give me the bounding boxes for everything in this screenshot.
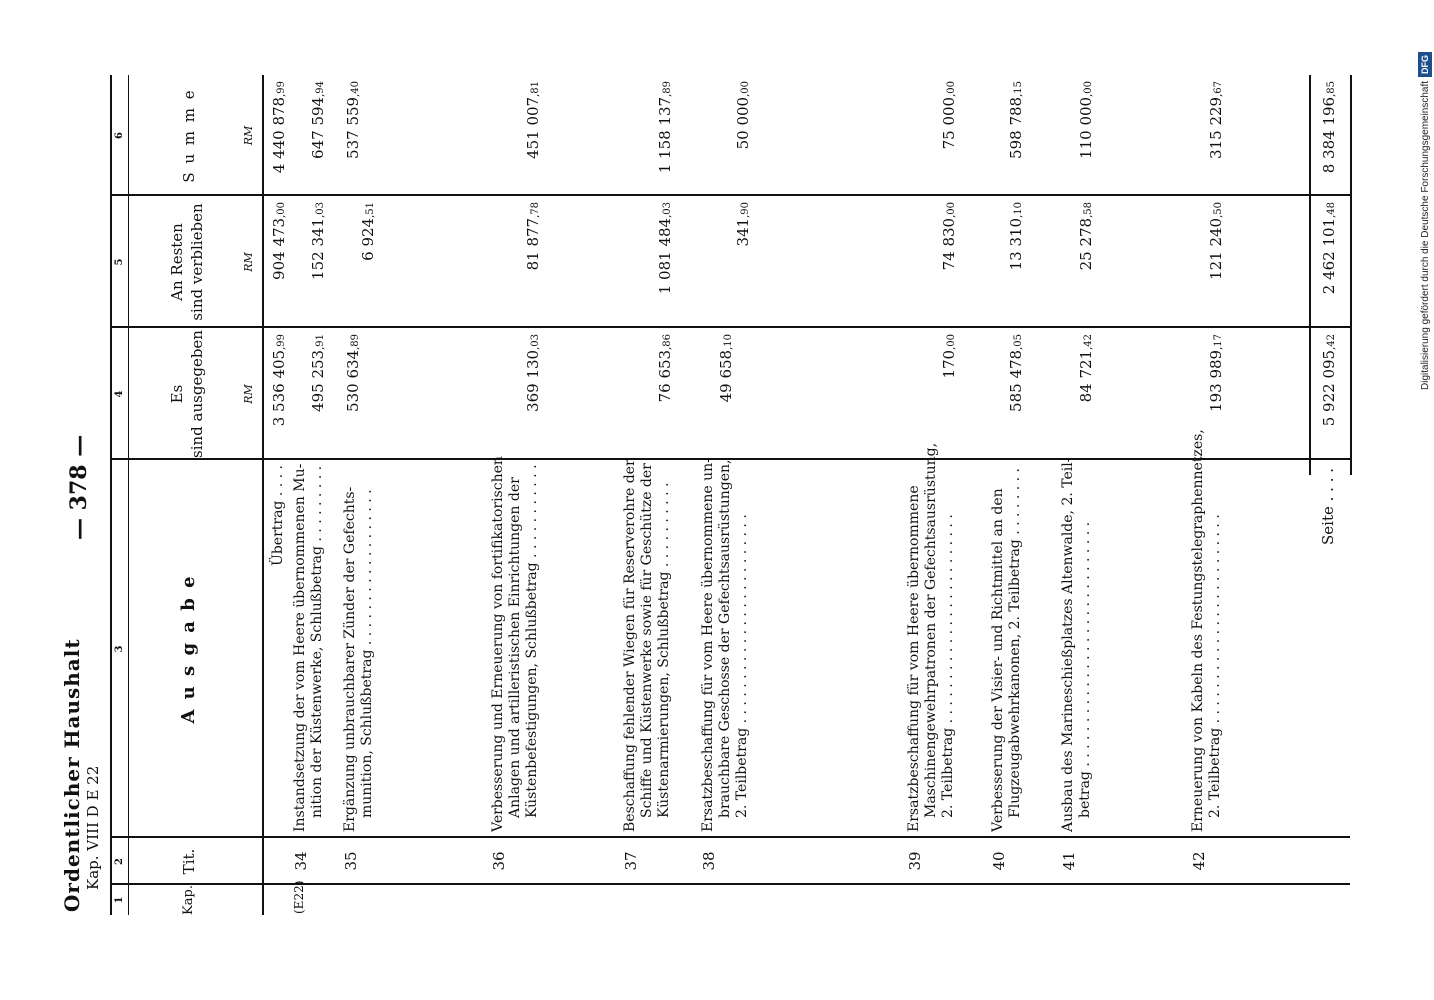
- tit-34: 34: [292, 851, 310, 871]
- header-kap: Kap.: [181, 885, 196, 915]
- row-41-col5: 25 278,58: [1077, 202, 1095, 271]
- row-41-col4: 84 721,42: [1077, 334, 1095, 403]
- total-col5: 2 462 101,48: [1320, 202, 1338, 295]
- unit-col6: RM: [242, 125, 255, 146]
- tit-39: 39: [906, 851, 924, 871]
- row-40-col5: 13 310,10: [1007, 202, 1025, 271]
- row-35-col4: 530 634,89: [344, 334, 362, 412]
- row-37-col5: 1 081 484,03: [656, 202, 674, 295]
- row-42-col5: 121 240,50: [1207, 202, 1225, 280]
- tit-38: 38: [700, 851, 718, 871]
- row-37-col4: 76 653,86: [656, 334, 674, 403]
- row-39-col6: 75 000,00: [940, 81, 958, 150]
- ubertrag-col6: 4 440 878,99: [270, 81, 288, 174]
- col-divider-5-6: [110, 194, 1350, 196]
- colnum-3: 3: [114, 645, 125, 653]
- colnum-4: 4: [114, 390, 125, 398]
- row-39-col5: 74 830,00: [940, 202, 958, 271]
- ubertrag-col4: 3 536 405,99: [270, 334, 288, 427]
- tit-37: 37: [622, 851, 640, 871]
- row-40-col6: 598 788,15: [1007, 81, 1025, 159]
- row-36-desc: Verbesserung und Erneuerung von fortifikatorischen Anlagen und artilleristischen Einrichtungen der Küstenbefestigungen, Schlußbetrag . . . . . . . . . . .: [490, 456, 540, 832]
- colnum-2: 2: [114, 858, 125, 865]
- ubertrag-col5: 904 473,00: [270, 202, 288, 280]
- row-35-col6: 537 559,40: [344, 81, 362, 159]
- digitization-note-bar: [1418, 10, 1432, 390]
- tit-41: 41: [1060, 851, 1078, 871]
- row-39-col4: 170,00: [940, 334, 958, 379]
- row-42-col4: 193 989,17: [1207, 334, 1225, 412]
- row-34-col5: 152 341,03: [309, 202, 327, 280]
- table-top-rule: [110, 75, 112, 915]
- unit-col4: RM: [242, 384, 255, 404]
- row-37-desc: Beschaffung fehlender Wiegen für Reserverohre der Schiffe und Küstenwerke sowie für Geschütze der Küstenarmierungen, Schlußbetrag . . . . . . . . . .: [622, 459, 672, 832]
- header-col5-line1: An Resten: [168, 223, 186, 301]
- row-35-col5: 6 924,51: [359, 202, 377, 261]
- chapter-reference: Kap. VIII D E 22: [84, 765, 102, 890]
- unit-col5: RM: [242, 252, 255, 272]
- total-label: Seite . . . .: [1319, 468, 1337, 545]
- tit-36: 36: [490, 851, 508, 871]
- row-40-desc: Verbesserung der Visier- und Richtmittel an den Flugzeugabwehrkanonen, 2. Teilbetrag . . . . . . . .: [990, 468, 1023, 832]
- total-col4: 5 922 095,42: [1320, 334, 1338, 427]
- colnum-6: 6: [114, 132, 125, 139]
- row-41-desc: Ausbau des Marineschießplatzes Altenwalde, 2. Teil- betrag . . . . . . . . . . . . . . . . . . . . . . . . . . . .: [1060, 457, 1093, 832]
- digitization-note: Digitalisierung gefördert durch die Deutsche ForschungsgemeinschaftDFG: [1418, 10, 1432, 390]
- row-36-col4: 369 130,03: [524, 334, 542, 412]
- row-36-col5: 81 877,78: [524, 202, 542, 271]
- dfg-logo: DFG: [1418, 52, 1432, 77]
- table-bottom-rule: [1350, 75, 1352, 475]
- row-34-col6: 647 594,94: [309, 81, 327, 159]
- total-top-rule: [1309, 75, 1311, 475]
- tit-35: 35: [342, 851, 360, 871]
- row-42-desc: Erneuerung von Kabeln des Festungstelegraphennetzes, 2. Teilbetrag . . . . . . . . . . . . . . . . . . . . . . . .: [1190, 429, 1223, 832]
- row-38-col5: 341,90: [734, 202, 752, 247]
- header-col5-line2: sind verblieben: [188, 203, 206, 321]
- row-38-col4: 49 658,10: [717, 334, 735, 403]
- header-col4-line1: Es: [168, 384, 186, 404]
- kap-value: (E22): [292, 880, 306, 914]
- section-title: Ordentlicher Haushalt: [60, 638, 84, 912]
- ubertrag-label: Übertrag . . . .: [270, 465, 286, 566]
- row-35-desc: Ergänzung unbrauchbarer Zünder der Gefechts- munition, Schlußbetrag . . . . . . . . . . . . . . . . . .: [342, 486, 375, 832]
- row-42-col6: 315 229,67: [1207, 81, 1225, 159]
- tit-42: 42: [1190, 851, 1208, 871]
- header-col6: S u m m e: [180, 88, 198, 183]
- total-col6: 8 384 196,85: [1320, 81, 1338, 174]
- tit-40: 40: [990, 851, 1008, 871]
- row-38-col6: 50 000,00: [734, 81, 752, 150]
- colnum-5: 5: [114, 258, 125, 266]
- row-37-col6: 1 158 137,89: [656, 81, 674, 174]
- row-34-col4: 495 253,91: [309, 334, 327, 412]
- row-36-col6: 451 007,81: [524, 81, 542, 159]
- page-number: — 378 —: [66, 434, 92, 540]
- row-41-col6: 110 000,00: [1077, 81, 1095, 159]
- row-39-desc: Ersatzbeschaffung für vom Heere übernommene Maschinengewehrpatronen der Gefechtsausrüstung, 2. Teilbetrag . . . . . . . . . . . . . . . . . . . . . . . .: [906, 442, 956, 832]
- row-40-col4: 585 478,05: [1007, 334, 1025, 412]
- header-tit: Tit.: [180, 848, 198, 875]
- header-bottom-rule: [262, 75, 264, 915]
- colnum-1: 1: [114, 896, 125, 904]
- header-col4-line2: sind ausgegeben: [188, 330, 206, 458]
- col-divider-4-5: [110, 326, 1350, 328]
- row-38-desc: Ersatzbeschaffung für vom Heere übernommene un- brauchbare Geschosse der Gefechtsausrüstungen, 2. Teilbetrag . . . . . . . . . . . . . . . . . . . . . . . .: [700, 458, 750, 832]
- header-ausgabe: A u s g a b e: [178, 574, 199, 724]
- row-34-desc: Instandsetzung der vom Heere übernommenen Mu- nition der Küstenwerke, Schlußbetrag . . . . . . . . .: [292, 463, 325, 832]
- colnum-rule: [128, 75, 129, 915]
